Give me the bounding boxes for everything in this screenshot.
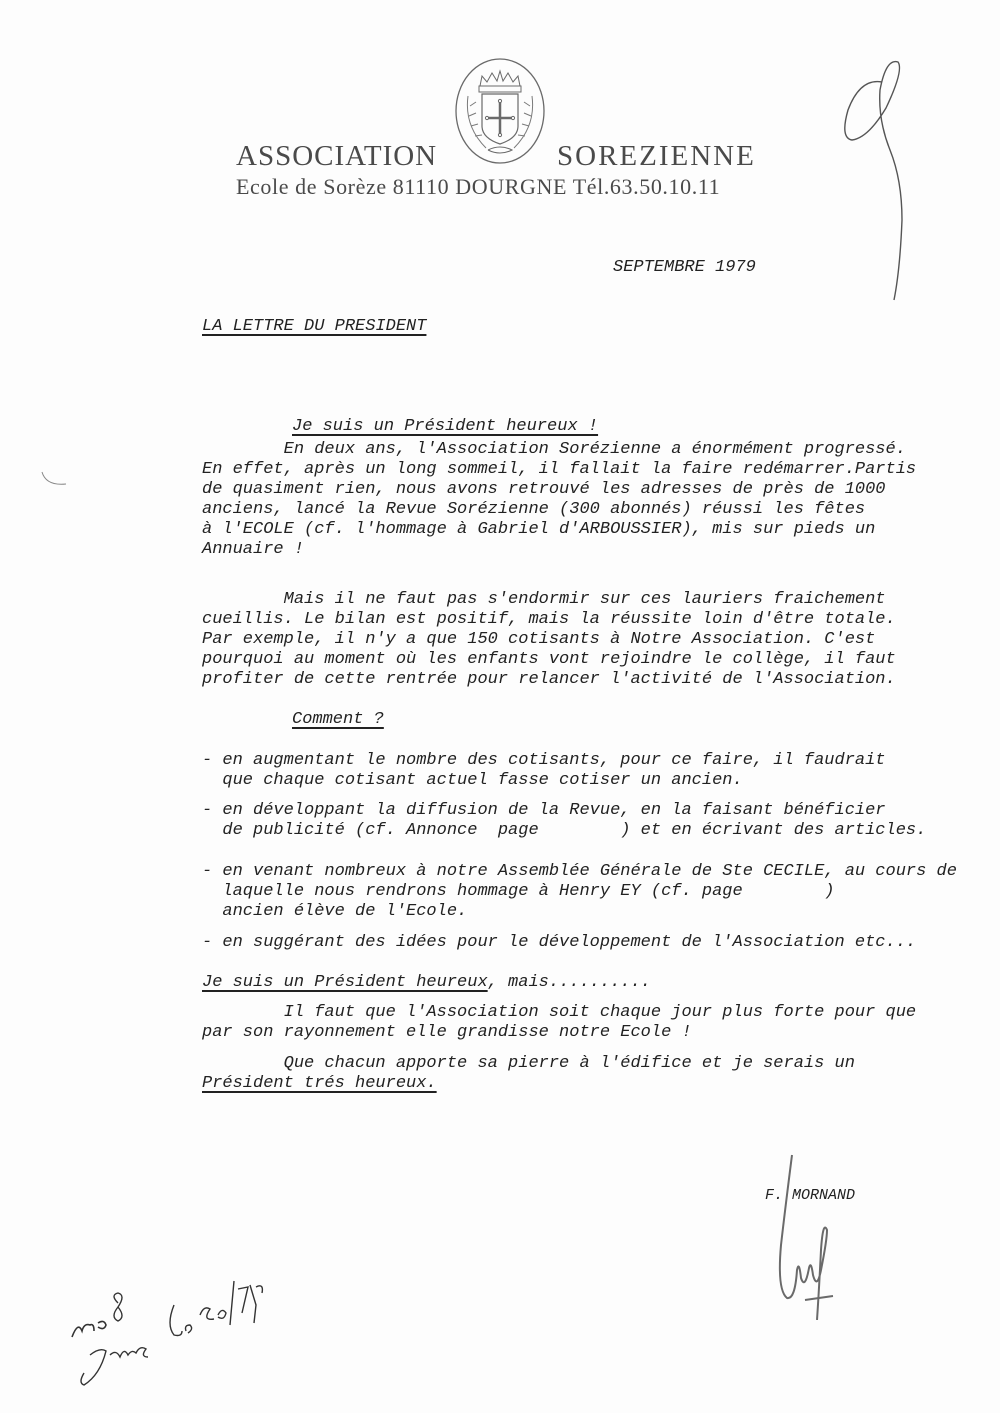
heading-happy-but: [202, 973, 651, 993]
handwritten-page-number-mark: [820, 60, 940, 320]
list-item-line: - en venant nombreux à notre Assemblée Générale de Ste CECILE, au cours de: [202, 862, 957, 881]
letterhead-name-left: ASSOCIATION: [236, 140, 438, 172]
paragraph-line: Il faut que l'Association soit chaque jour plus forte pour que: [202, 1003, 917, 1022]
heading-happy-president: Je suis un Président heureux !: [292, 417, 599, 436]
letter-title: LA LETTRE DU PRESIDENT: [202, 317, 427, 336]
list-item-line: ancien élève de l'Ecole.: [202, 902, 468, 921]
paragraph-line: Annuaire !: [202, 540, 305, 559]
handwritten-archive-note: [70, 1265, 290, 1405]
letterhead-name-right: SOREZIENNE: [557, 140, 756, 172]
paragraph-line: Que chacun apporte sa pierre à l'édifice et je serais un: [202, 1054, 855, 1073]
paragraph-line: profiter de cette rentrée pour relancer l'activité de l'Association.: [202, 670, 896, 689]
list-item-line: - en augmentant le nombre des cotisants, pour ce faire, il faudrait: [202, 751, 886, 770]
handwritten-signature: [755, 1150, 855, 1320]
paragraph-line: de quasiment rien, nous avons retrouvé les adresses de près de 1000: [202, 480, 886, 499]
list-item-line: laquelle nous rendrons hommage à Henry EY (cf. page ): [202, 882, 835, 901]
list-item-line: - en suggérant des idées pour le développement de l'Association etc...: [202, 933, 917, 952]
paragraph-line: cueillis. Le bilan est positif, mais la réussite loin d'être totale.: [202, 610, 896, 629]
heading-happy-but-underlined: Je suis un Président heureux: [202, 973, 488, 992]
letterhead-address: Ecole de Sorèze 81110 DOURGNE Tél.63.50.10.11: [236, 174, 721, 199]
paragraph-line: à l'ECOLE (cf. l'hommage à Gabriel d'ARBOUSSIER), mis sur pieds un: [202, 520, 876, 539]
list-item-line: de publicité (cf. Annonce page ) et en écrivant des articles.: [202, 821, 927, 840]
paragraph-line: anciens, lancé la Revue Sorézienne (300 abonnés) réussi les fêtes: [202, 500, 866, 519]
letter-date: SEPTEMBRE 1979: [613, 258, 756, 277]
paragraph-line-underlined: Président trés heureux.: [202, 1074, 437, 1093]
paragraph-line: En effet, après un long sommeil, il fallait la faire redémarrer.Partis: [202, 460, 917, 479]
paragraph-line: pourquoi au moment où les enfants vont rejoindre le collège, il faut: [202, 650, 896, 669]
paragraph-line: par son rayonnement elle grandisse notre Ecole !: [202, 1023, 692, 1042]
paragraph-line: Mais il ne faut pas s'endormir sur ces lauriers fraichement: [202, 590, 886, 609]
paragraph-line: En deux ans, l'Association Sorézienne a énormément progressé.: [202, 440, 906, 459]
heading-how: Comment ?: [292, 710, 384, 729]
coat-of-arms-icon: [452, 56, 548, 166]
list-item-line: que chaque cotisant actuel fasse cotiser un ancien.: [202, 771, 743, 790]
margin-mark: [40, 470, 70, 490]
signatory-name: F. MORNAND: [765, 1187, 856, 1204]
paragraph-line: Par exemple, il n'y a que 150 cotisants à Notre Association. C'est: [202, 630, 876, 649]
list-item-line: - en développant la diffusion de la Revue, en la faisant bénéficier: [202, 801, 886, 820]
heading-happy-but-rest: , mais..........: [487, 973, 651, 992]
